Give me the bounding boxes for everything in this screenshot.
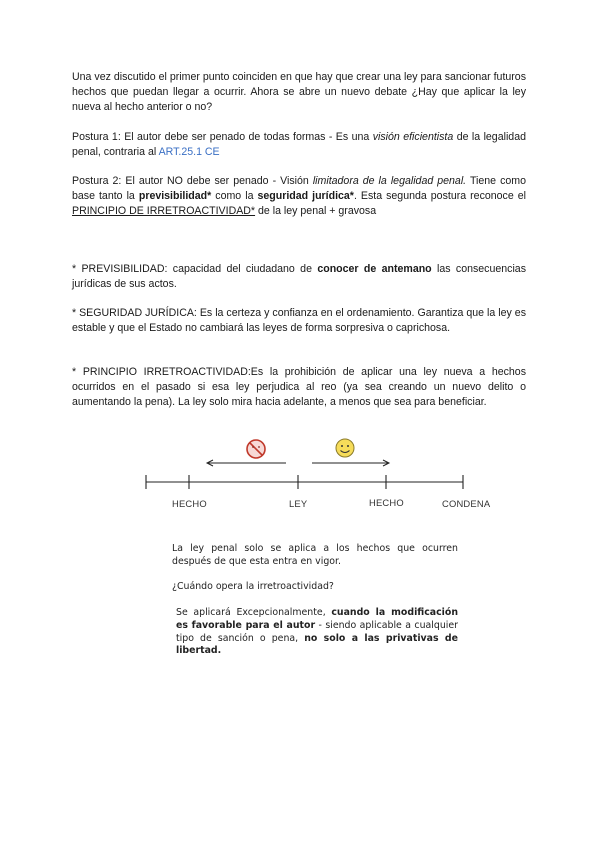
previsibilidad-text-a: * PREVISIBILIDAD: capacidad del ciudadano de: [72, 263, 318, 275]
note-answer-text-a: Se aplicará Excepcionalmente,: [176, 607, 332, 618]
principio-irretroactividad-term: PRINCIPIO DE IRRETROACTIVIDAD*: [72, 205, 256, 218]
label-hecho-1: HECHO: [172, 498, 207, 509]
prohibited-face-icon: [247, 440, 265, 458]
note-answer-text-b: - siendo aplicable a cualquier tipo de sanción o pena,: [176, 619, 458, 644]
postura-1-italic: visión eficientista: [372, 131, 454, 143]
label-ley: LEY: [289, 498, 308, 509]
irretroactividad-definition: * PRINCIPIO IRRETROACTIVIDAD:Es la prohibición de aplicar una ley nueva a hechos ocurridos en el pasado si esa ley perjudica al reo (ya sea creando un nuevo delito o aumentando la pena). La ley solo mira hacia adelante, a menos que sea para beneficiar.: [72, 366, 526, 409]
postura-2-text-d: . Esta segunda postura reconoce el: [353, 190, 526, 203]
postura-1-text-b: de la legalidad penal, contraria al: [72, 131, 526, 159]
note-answer-bold-b: no solo a las privativas de libertad.: [176, 632, 459, 657]
previsibilidad-term: previsibilidad*: [138, 190, 212, 203]
note-answer-bold-a: cuando la modificación es favorable para el autor: [176, 607, 459, 631]
postura-2-text-b: Tiene como base tanto la: [72, 175, 526, 203]
postura-2-text-a: Postura 2: El autor NO debe ser penado - Visión: [72, 175, 313, 187]
label-hecho-2: HECHO: [369, 497, 404, 508]
note-question: ¿Cuándo opera la irretroactividad?: [172, 581, 334, 592]
smiley-face-icon: [336, 439, 354, 457]
label-condena: CONDENA: [442, 498, 491, 509]
seguridad-juridica-term: seguridad jurídica*: [257, 190, 354, 203]
postura-2-text-c: como la: [211, 190, 258, 203]
postura-2-italic: limitadora de la legalidad penal.: [312, 175, 467, 187]
previsibilidad-text-b: las consecuencias jurídicas de sus actos.: [72, 263, 526, 291]
note-ley-penal: La ley penal solo se aplica a los hechos que ocurren después de que esta entra en vigor.: [172, 543, 458, 567]
postura-2-text-e: de la ley penal + gravosa: [255, 205, 377, 218]
seguridad-juridica-definition: * SEGURIDAD JURÍDICA: Es la certeza y confianza en el ordenamiento. Garantiza que la ley es estable y que el Estado no cambiará las leyes de forma sorpresiva o caprichosa.: [72, 307, 526, 335]
note-answer: [172, 607, 458, 658]
conocer-de-antemano: conocer de antemano: [317, 263, 432, 275]
intro-paragraph: Una vez discutido el primer punto coinciden en que hay que crear una ley para sancionar futuros hechos que puedan llegar a ocurrir. Ahora se abre un nuevo debate ¿Hay que aplicar la ley nueva al hecho anterior o no?: [72, 71, 526, 114]
art-25-1-ce-link[interactable]: ART.25.1 CE: [158, 146, 220, 159]
postura-1-text-a: Postura 1: El autor debe ser penado de todas formas - Es una: [72, 131, 373, 143]
